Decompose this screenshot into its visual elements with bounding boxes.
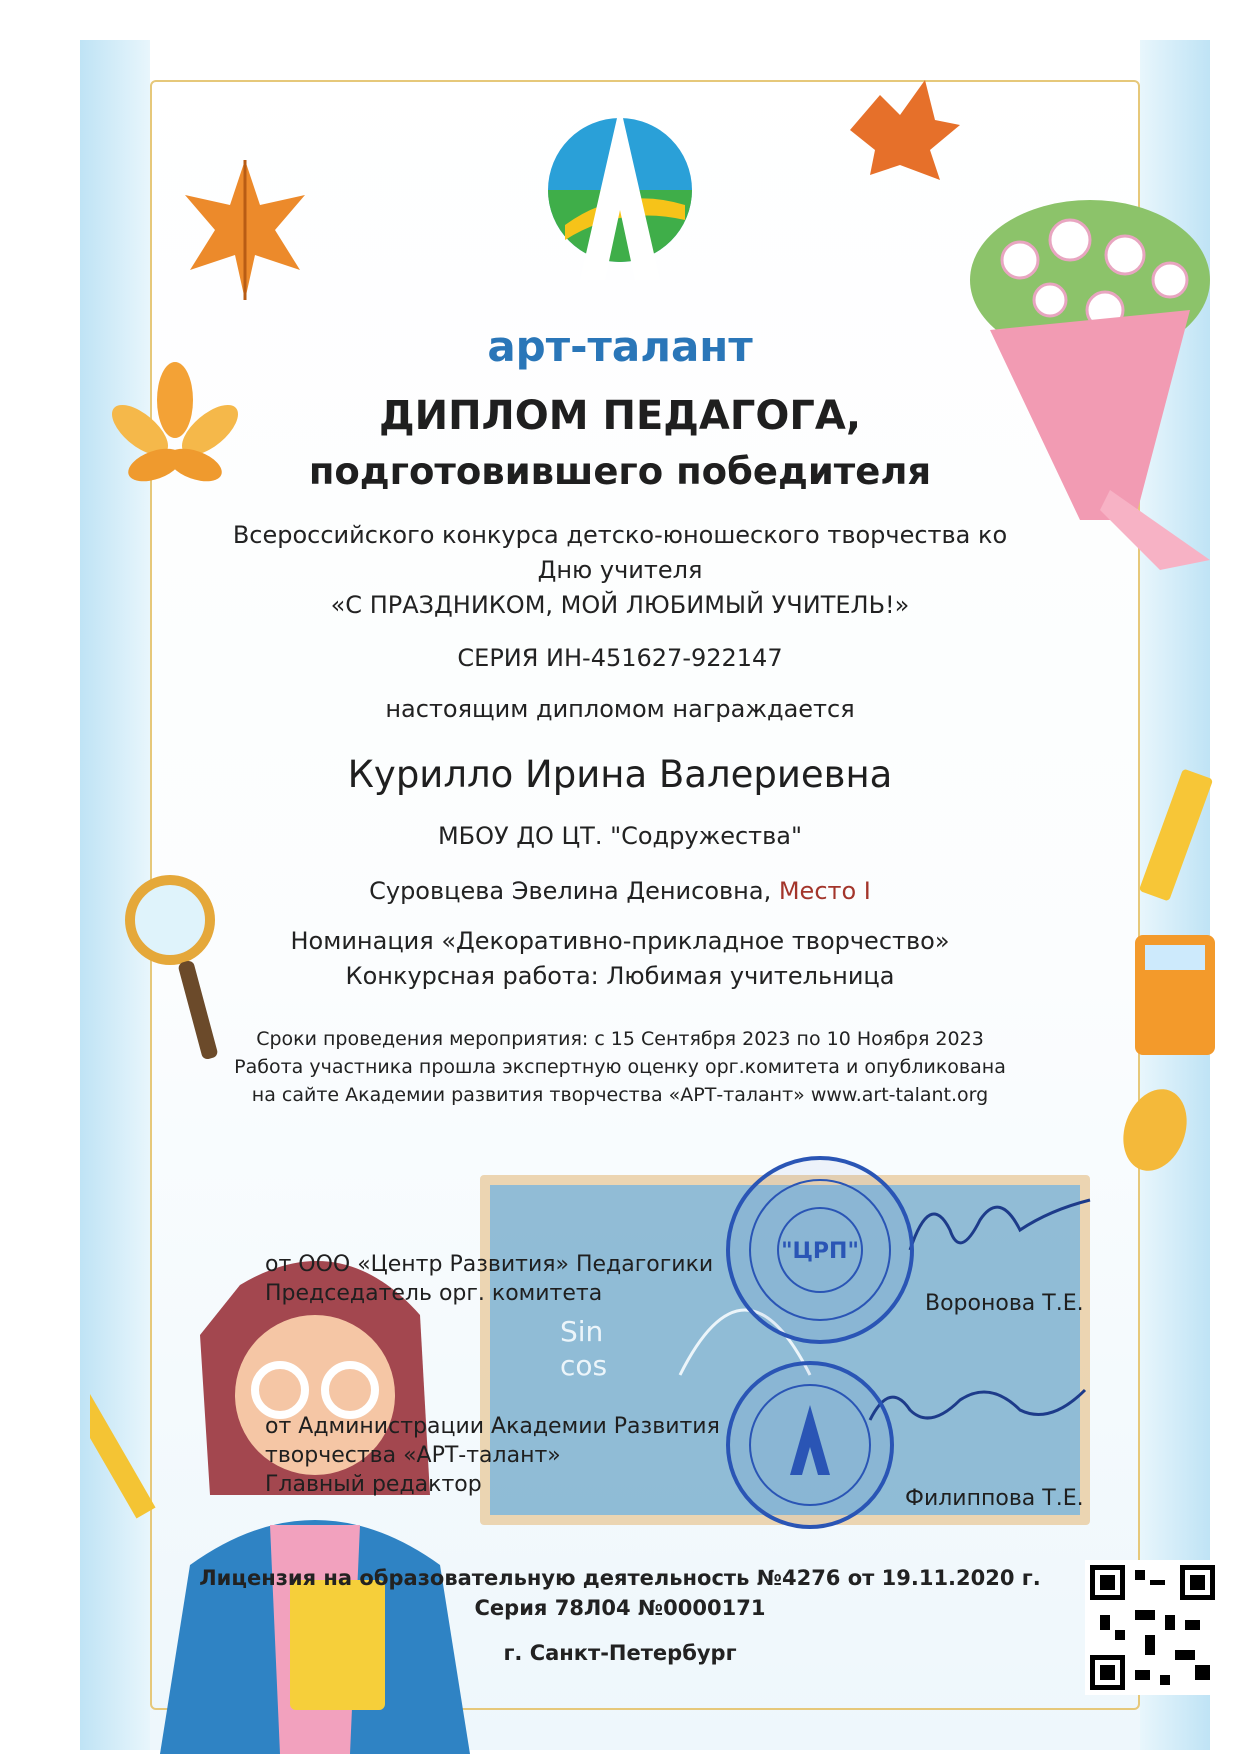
maple-leaf-icon bbox=[170, 150, 320, 310]
signature-2-line2: творчества «АРТ-талант» bbox=[265, 1443, 561, 1468]
signature-2-line3: Главный редактор bbox=[265, 1472, 482, 1497]
academy-stamp bbox=[720, 1355, 900, 1535]
competition-work: Конкурсная работа: Любимая учительница bbox=[345, 962, 895, 990]
signature-1-name: Воронова Т.Е. bbox=[925, 1291, 1084, 1316]
place-award: Место I bbox=[778, 877, 871, 905]
signature-2-name: Филиппова Т.Е. bbox=[905, 1486, 1084, 1511]
diploma-subtitle: подготовившего победителя bbox=[308, 450, 932, 493]
student-name: Суровцева Эвелина Денисовна, bbox=[369, 877, 772, 905]
license-series: Серия 78Л04 №0000171 bbox=[474, 1596, 766, 1620]
brand-name: арт-талант bbox=[487, 322, 753, 371]
signature-1-line2: Председатель орг. комитета bbox=[265, 1281, 603, 1306]
series-number: СЕРИЯ ИН-451627-922147 bbox=[457, 644, 783, 672]
signature-1-line1: от ООО «Центр Развития» Педагогики bbox=[265, 1252, 714, 1277]
stamp-center-text: "ЦРП" bbox=[781, 1239, 859, 1264]
student-line bbox=[0, 877, 1240, 905]
event-dates: Сроки проведения мероприятия: с 15 Сентября 2023 по 10 Ноября 2023 bbox=[256, 1028, 984, 1050]
board-sin: Sin bbox=[560, 1315, 604, 1348]
organization-stamp bbox=[720, 1150, 920, 1350]
signature-1-block bbox=[265, 1250, 713, 1308]
organization: МБОУ ДО ЦТ. "Содружества" bbox=[437, 822, 803, 850]
board-cos: cos bbox=[560, 1349, 608, 1382]
diploma-title: ДИПЛОМ ПЕДАГОГА, bbox=[378, 393, 862, 439]
license-line: Лицензия на образовательную деятельность №4276 от 19.11.2020 г. bbox=[199, 1566, 1041, 1590]
contest-line-3: «С ПРАЗДНИКОМ, МОЙ ЛЮБИМЫЙ УЧИТЕЛЬ!» bbox=[330, 591, 910, 619]
recipient-name: Курилло Ирина Валериевна bbox=[347, 753, 893, 796]
city: г. Санкт-Петербург bbox=[503, 1641, 737, 1665]
contest-line-1: Всероссийского конкурса детско-юношеского творчества ко bbox=[232, 521, 1008, 549]
expert-review: Работа участника прошла экспертную оценку орг.комитета и опубликована bbox=[234, 1056, 1006, 1078]
nomination: Номинация «Декоративно-прикладное творчество» bbox=[290, 927, 950, 955]
art-talant-logo-icon bbox=[545, 95, 695, 295]
autumn-leaf-icon bbox=[830, 70, 970, 190]
contest-line-2: Дню учителя bbox=[537, 556, 703, 584]
handwritten-signature-1 bbox=[900, 1170, 1100, 1280]
signature-2-block bbox=[265, 1412, 720, 1499]
signature-2-line1: от Администрации Академии Развития bbox=[265, 1414, 720, 1439]
awarded-text: настоящим дипломом награждается bbox=[385, 695, 855, 723]
website-note: на сайте Академии развития творчества «АРТ-талант» www.art-talant.org bbox=[251, 1084, 989, 1106]
